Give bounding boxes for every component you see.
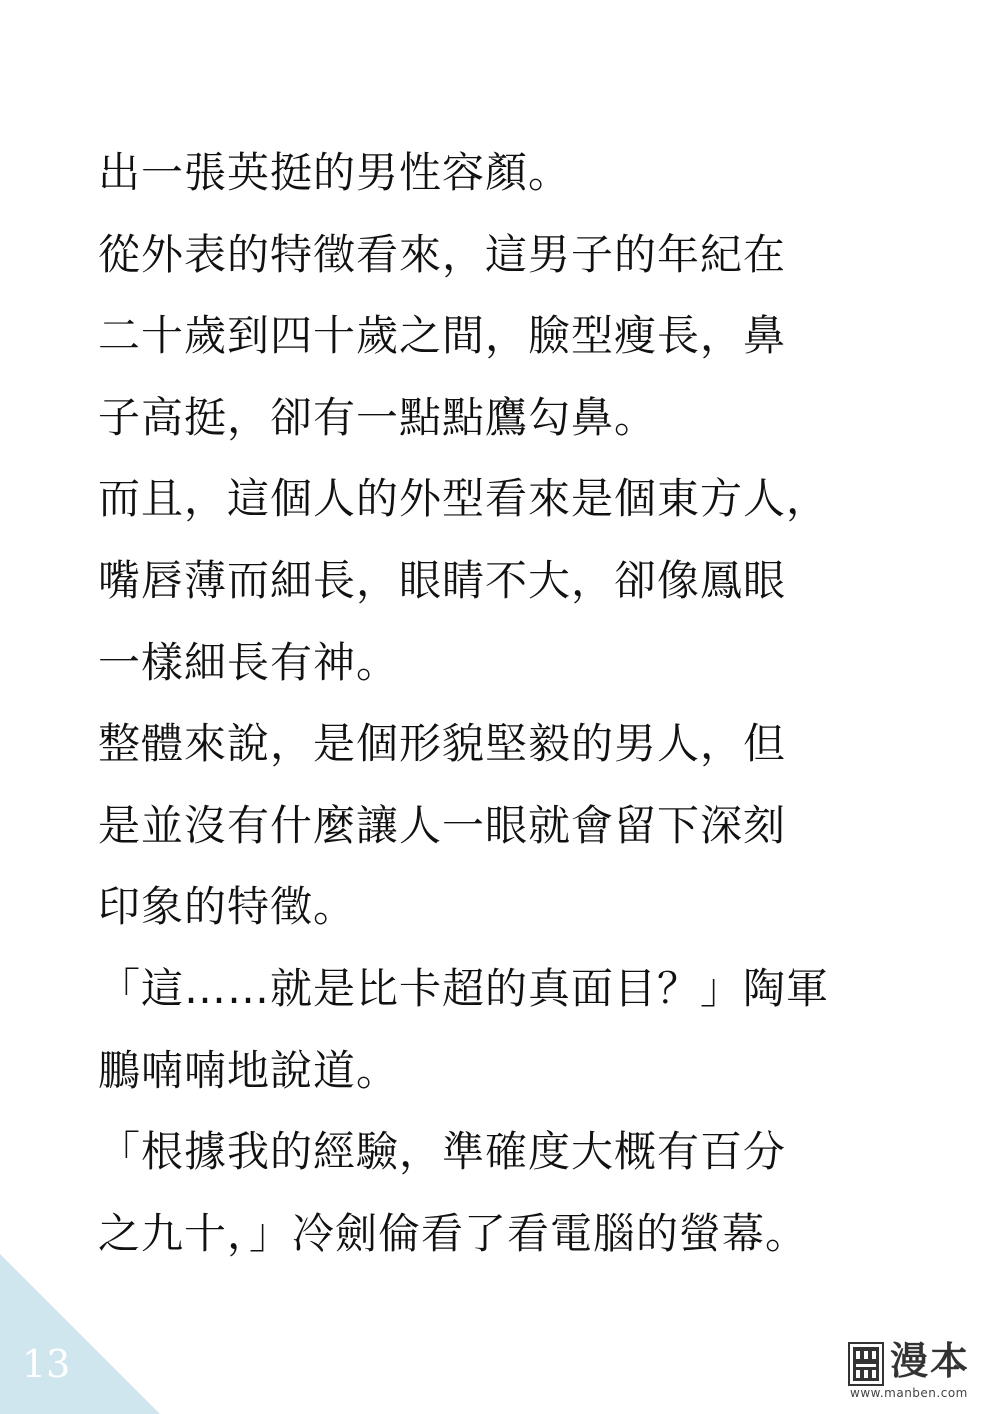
body-line: 而且，這個人的外型看來是個東方人， xyxy=(98,474,830,524)
manben-logo-icon xyxy=(848,1342,884,1386)
body-line: 一樣細長有神。 xyxy=(98,637,400,687)
watermark-url: www.manben.com xyxy=(850,1386,968,1400)
watermark-logo-text: 漫本 xyxy=(890,1339,971,1383)
corner-decoration xyxy=(0,1254,160,1414)
body-line: 鵬喃喃地說道。 xyxy=(98,1045,400,1095)
body-line: 印象的特徵。 xyxy=(98,882,357,932)
body-line: 是並沒有什麼讓人一眼就會留下深刻 xyxy=(98,800,787,850)
body-line: 「這……就是比卡超的真面目？」陶軍 xyxy=(98,963,830,1013)
body-line: 之九十，」冷劍倫看了看電腦的螢幕。 xyxy=(98,1208,809,1258)
body-line: 出一張英挺的男性容顏。 xyxy=(98,148,572,197)
body-text xyxy=(98,132,958,1274)
watermark xyxy=(848,1339,988,1404)
body-line: 從外表的特徵看來，這男子的年紀在 xyxy=(98,229,787,279)
body-line: 「根據我的經驗，準確度大概有百分 xyxy=(98,1127,787,1177)
page-number: 13 xyxy=(22,1342,71,1386)
body-line: 整體來說，是個形貌堅毅的男人，但 xyxy=(98,719,787,769)
body-line: 二十歲到四十歲之間，臉型瘦長，鼻 xyxy=(98,311,787,361)
body-line: 子高挺，卻有一點點鷹勾鼻。 xyxy=(98,392,658,442)
body-line: 嘴唇薄而細長，眼睛不大，卻像鳳眼 xyxy=(98,555,787,605)
